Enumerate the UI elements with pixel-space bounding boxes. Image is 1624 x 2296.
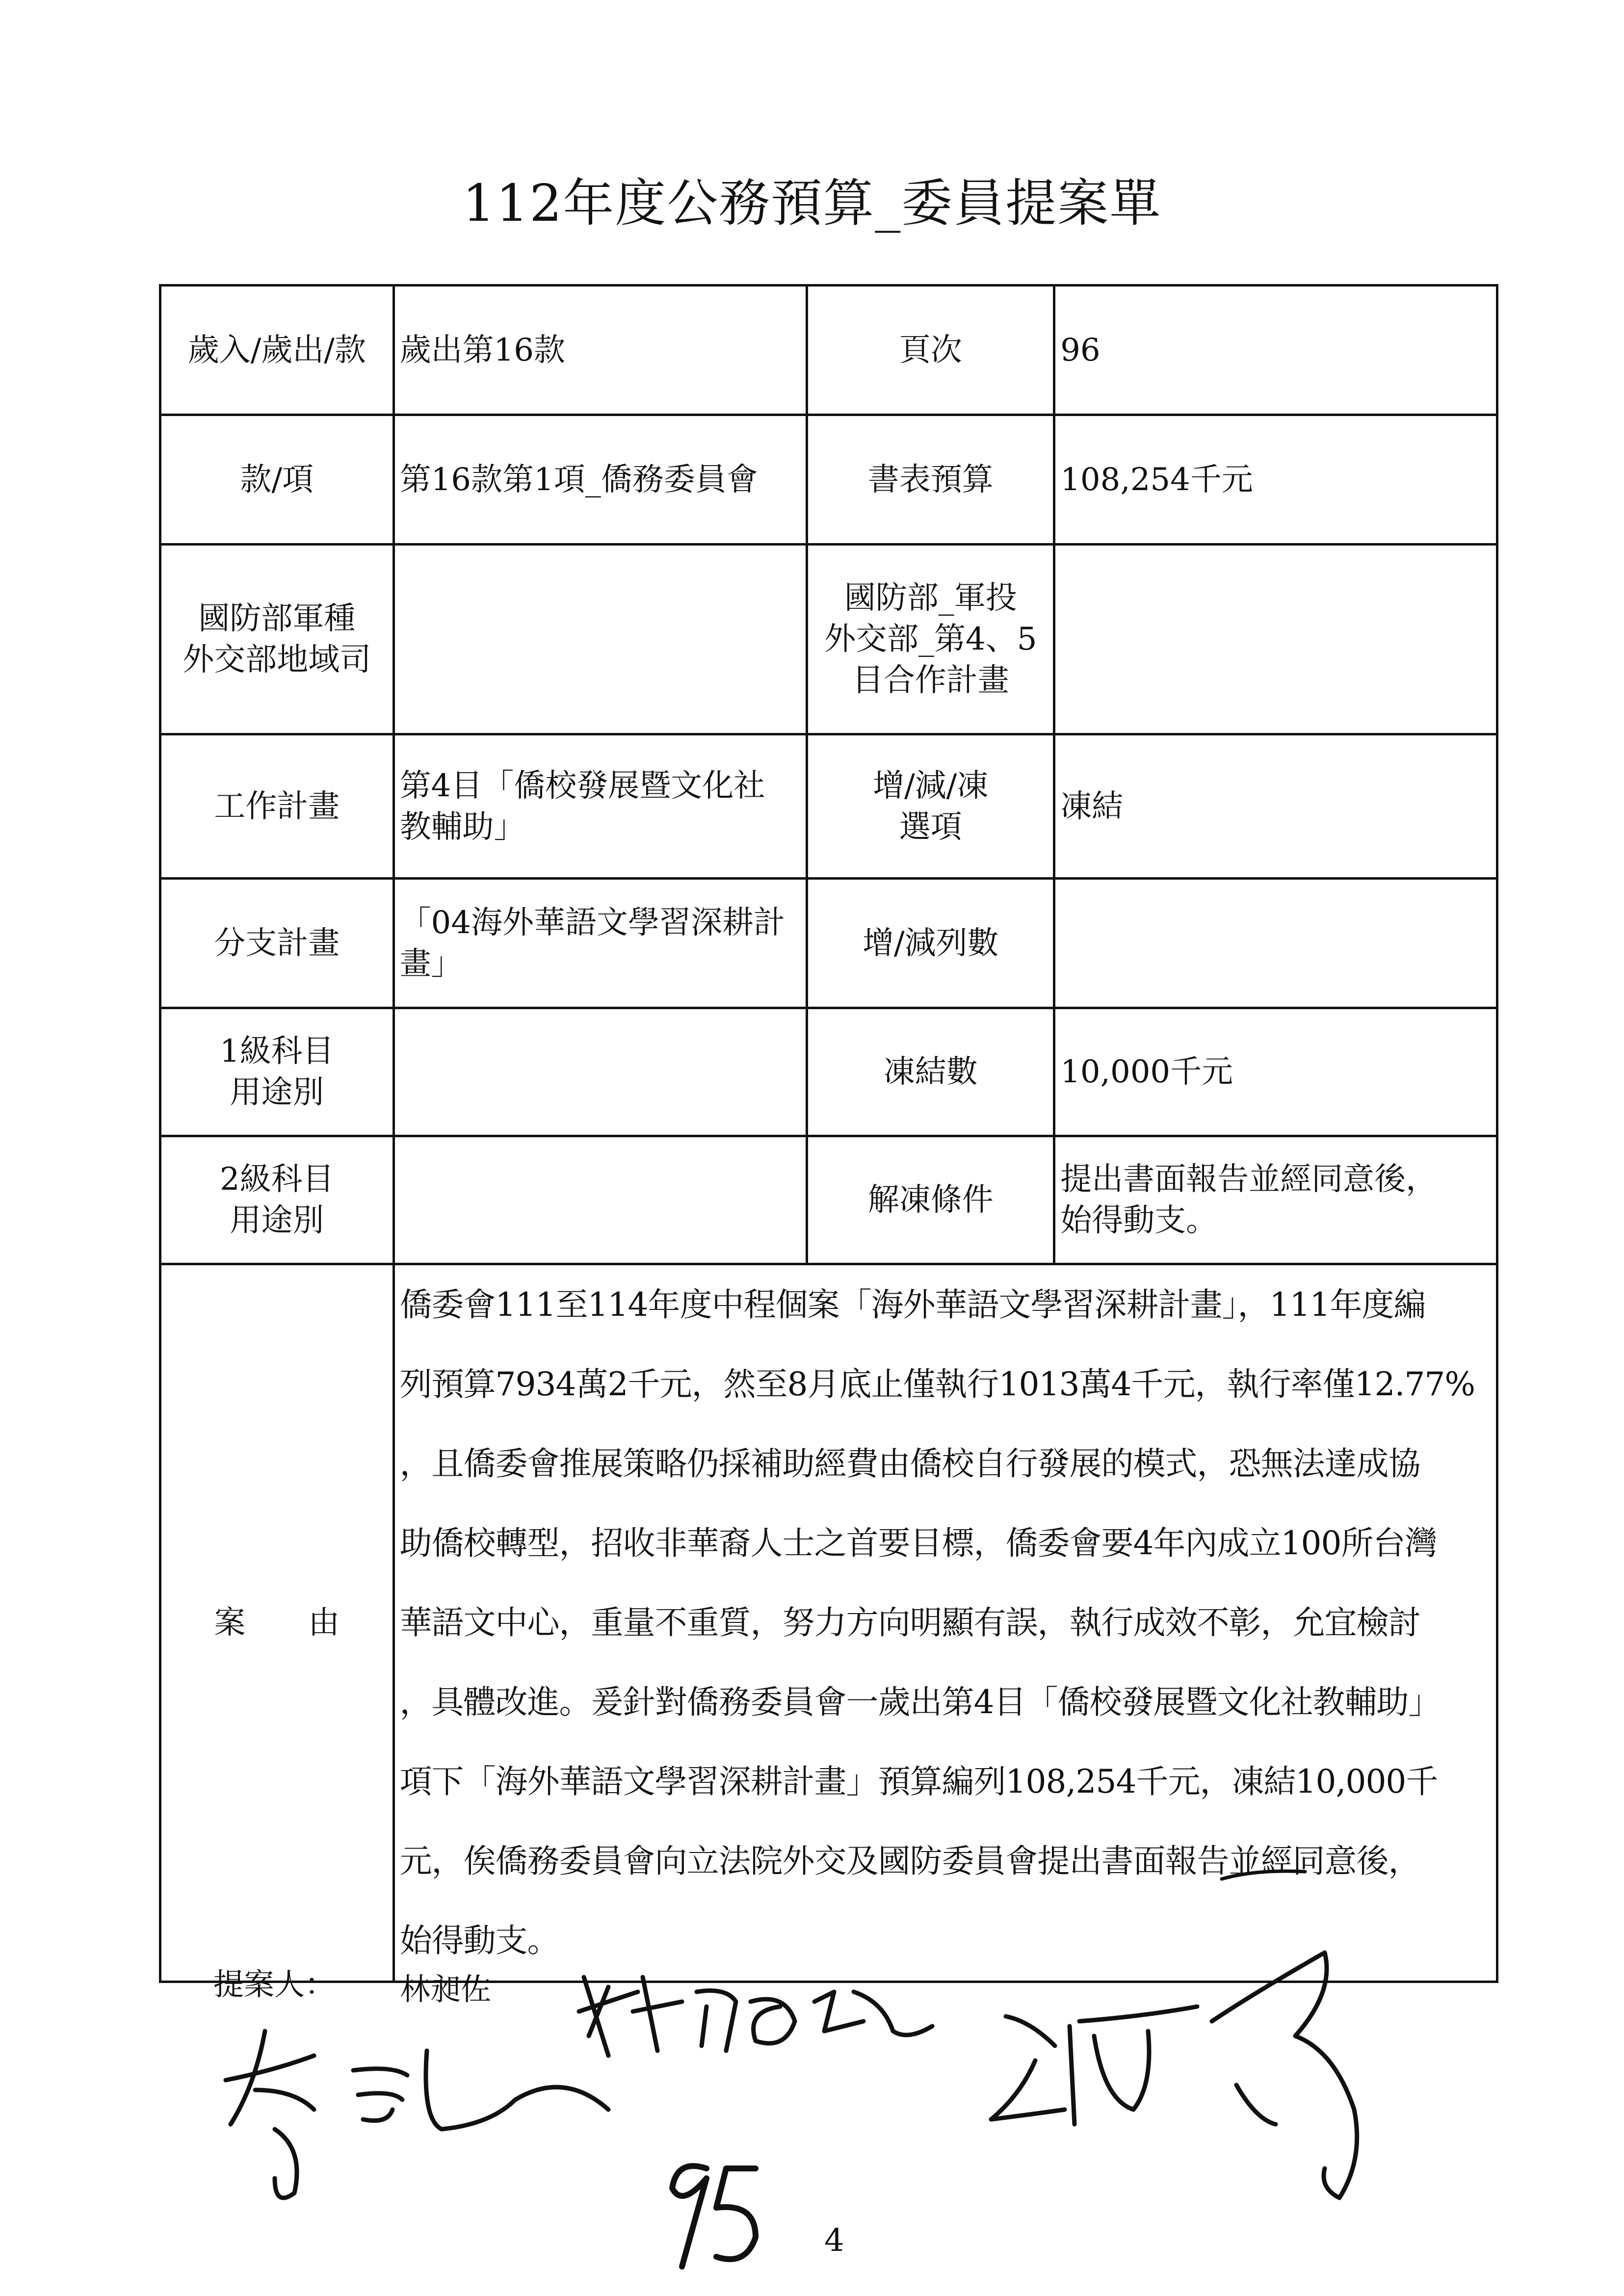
page-number: 4 xyxy=(824,2222,844,2259)
field-label: 款/項 xyxy=(160,415,394,545)
label-line: 目合作計畫 xyxy=(852,662,1009,699)
field-label: 凍結數 xyxy=(807,1008,1054,1136)
value-line: 第4目「僑校發展暨文化社 xyxy=(399,767,765,804)
field-label: 解凍條件 xyxy=(807,1136,1054,1264)
proposer-name: 林昶佐 xyxy=(400,1971,492,2007)
label-line: 用途別 xyxy=(230,1202,324,1239)
field-value: 凍結 xyxy=(1054,734,1497,879)
label-line: 1級科目 xyxy=(219,1033,334,1070)
pen-mark xyxy=(1222,1871,1305,1879)
reason-line: 助僑校轉型，招收非華裔人士之首要目標，僑委會要4年內成立100所台灣 xyxy=(399,1524,1437,1562)
field-label: 增/減列數 xyxy=(807,879,1054,1008)
label-line: 外交部地域司 xyxy=(183,642,371,678)
handwritten-number-95 xyxy=(672,2166,756,2267)
page-title: 112年度公務預算_委員提案單 xyxy=(462,173,1162,233)
field-label: 工作計畫 xyxy=(160,734,394,879)
reason-label: 案 由 xyxy=(160,1264,394,1982)
value-line: 畫」 xyxy=(399,945,463,982)
label-line: 國防部_軍投 xyxy=(844,580,1017,616)
field-label: 歲入/歲出/款 xyxy=(160,286,394,415)
proposer-label: 提案人： xyxy=(213,1966,336,2002)
label-line: 2級科目 xyxy=(219,1161,334,1198)
field-value: 歲出第16款 xyxy=(393,286,807,415)
reason-line: 元，俟僑務委員會向立法院外交及國防委員會提出書面報告並經同意後， xyxy=(399,1842,1420,1880)
value-line: 始得動支。 xyxy=(1060,1202,1218,1239)
field-value: 108,254千元 xyxy=(1054,415,1497,545)
reason-line: 項下「海外華語文學習深耕計畫」預算編列108,254千元，凍結10,000千 xyxy=(399,1763,1438,1800)
label-line: 國防部軍種 xyxy=(198,600,356,637)
reason-line: ，且僑委會推展策略仍採補助經費由僑校自行發展的模式，恐無法達成協 xyxy=(399,1445,1420,1483)
label-line: 選項 xyxy=(899,809,962,845)
label-line: 外交部_第4、5 xyxy=(824,621,1037,657)
signature-3 xyxy=(991,1953,1357,2198)
label-line: 用途別 xyxy=(230,1074,324,1111)
signature-1 xyxy=(579,1977,932,2056)
reason-line: 華語文中心，重量不重質，努力方向明顯有誤，執行成效不彰，允宜檢討 xyxy=(399,1604,1420,1642)
field-value: 96 xyxy=(1054,286,1497,415)
value-line: 提出書面報告並經同意後， xyxy=(1060,1161,1438,1198)
field-label: 頁次 xyxy=(807,286,1054,415)
value-line: 教輔助」 xyxy=(399,809,525,845)
label-line: 增/減/凍 xyxy=(873,767,989,804)
value-line: 「04海外華語文學習深耕計 xyxy=(399,904,785,941)
field-label: 分支計畫 xyxy=(160,879,394,1008)
reason-line: 僑委會111至114年度中程個案「海外華語文學習深耕計畫」，111年度編 xyxy=(399,1286,1426,1324)
reason-line: 列預算7934萬2千元，然至8月底止僅執行1013萬4千元，執行率僅12.77% xyxy=(399,1365,1475,1403)
field-value: 第16款第1項_僑務委員會 xyxy=(393,415,807,545)
field-value: 10,000千元 xyxy=(1054,1008,1497,1136)
reason-line: 始得動支。 xyxy=(399,1922,559,1959)
field-label: 書表預算 xyxy=(807,415,1054,545)
reason-line: ，具體改進。爰針對僑務委員會一歲出第4目「僑校發展暨文化社教輔助」 xyxy=(399,1683,1441,1721)
signature-2 xyxy=(226,2031,608,2198)
